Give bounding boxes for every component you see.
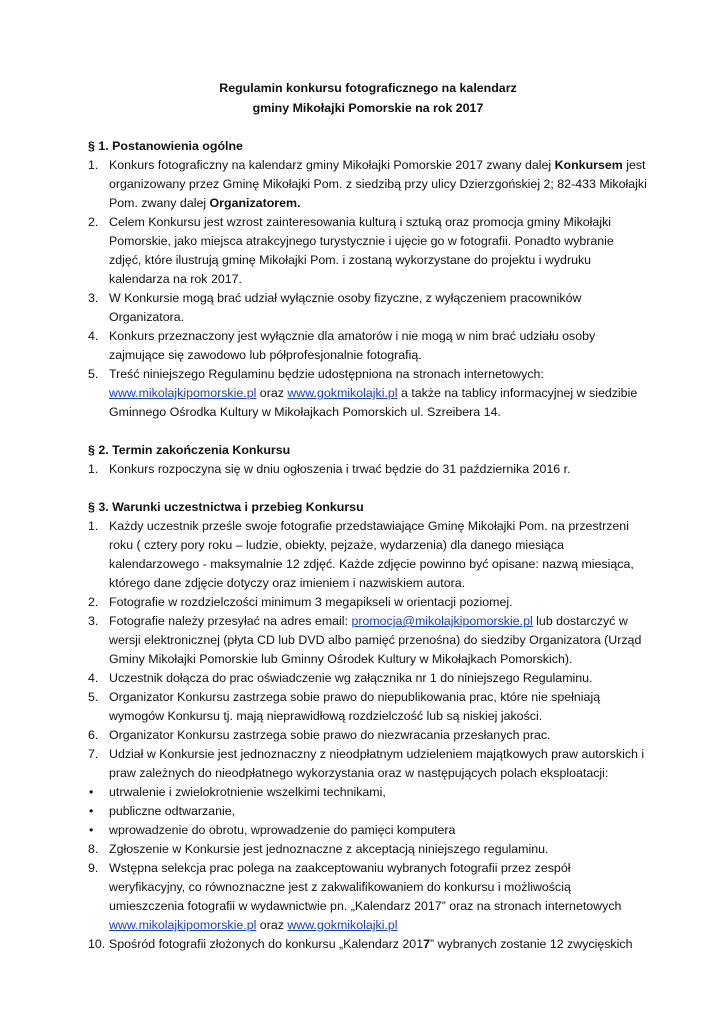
section-list [88,517,648,954]
section-1 [88,137,648,422]
list-item [88,289,648,327]
item-text: Konkurs fotograficzny na kalendarz gminy Mikołajki Pomorskie 2017 zwany dalej [109,158,555,172]
document-title [88,79,648,118]
item-text: Konkurs rozpoczyna się w dniu ogłoszenia i trwać będzie do 31 października 2016 r. [109,462,571,476]
title-line-1: Regulamin konkursu fotograficznego na kalendarz [219,81,517,95]
item-text: lub dostarczyć w wersji elektronicznej (płyta CD lub DVD albo pamięć przenośna) do siedziby Organizatora (Urząd Gminy Mikołajki Pomorskie lub Gminny Ośrodek Kultury w Mikołajkach Pomorskich). [109,614,642,666]
item-number: 1. [88,462,99,476]
item-number: 2. [88,595,99,609]
list-item [88,593,648,612]
bold-text: Konkursem [554,158,623,172]
item-text: a także na tablicy informacyjnej w siedzibie Gminnego Ośrodka Kultury w Mikołajkach Pomorskich ul. Szreibera 14. [109,386,638,419]
title-line-2: gminy Mikołajki Pomorskie na rok 2017 [252,100,484,115]
bullet-marker: • [89,823,94,837]
item-text: Organizator Konkursu zastrzega sobie prawo do niezwracania przesłanych prac. [109,728,551,742]
item-text: W Konkursie mogą brać udział wyłącznie osoby fizyczne, z wyłączeniem pracowników Organizatora. [109,291,582,324]
item-text: Uczestnik dołącza do prac oświadczenie wg załącznika nr 1 do niniejszego Regulaminu. [109,671,593,685]
bullet-item [88,802,648,821]
item-text: ” wybranych zostanie 12 zwycięskich [430,937,633,951]
list-item [88,460,648,479]
item-number: 8. [88,842,99,856]
website-link[interactable]: www.gokmikolajki.pl [287,386,398,400]
section-heading: § 2. Termin zakończenia Konkursu [88,443,291,457]
item-text: Konkurs przeznaczony jest wyłącznie dla amatorów i nie mogą w nim brać udziału osoby zajmujące się zawodowo lub półprofesjonalnie fotografią. [109,329,596,362]
item-number: 1. [88,519,99,533]
list-item [88,859,648,935]
list-item [88,517,648,593]
item-text: Organizator Konkursu zastrzega sobie prawo do niepublikowania prac, które nie spełniają wymogów Konkursu tj. mają nieprawidłową rozdzielczość lub są niskiej jakości. [109,690,601,723]
item-number: 2. [88,215,99,229]
section-3 [88,498,648,954]
list-item [88,327,648,365]
item-text: Treść niniejszego Regulaminu będzie udostępniona na stronach internetowych: [109,367,544,381]
bullet-item [88,783,648,802]
item-text: wprowadzenie do obrotu, wprowadzenie do pamięci komputera [109,823,456,837]
document-body [88,79,648,973]
item-number: 10. [88,937,106,951]
item-number: 4. [88,329,99,343]
bullet-marker: • [89,804,94,818]
item-text: Udział w Konkursie jest jednoznaczny z nieodpłatnym udzieleniem majątkowych praw autorskich i praw zależnych do nieodpłatnego wykorzystania oraz w następujących polach eksploatacji: [109,747,645,780]
list-item [88,745,648,783]
bullet-marker: • [89,785,94,799]
item-text: Każdy uczestnik prześle swoje fotografie przedstawiające Gminę Mikołajki Pom. na przestrzeni roku ( cztery pory roku – ludzie, obiekty, pejzaże, wydarzenia) dla danego miesiąca kalendarzowego - maksymalnie 12 zdjęć. Każde zdjęcie powinno być opisane: nazwą miesiąca, którego dane zdjęcie dotyczy oraz imieniem i nazwiskiem autora. [109,519,634,590]
item-number: 1. [88,158,99,172]
item-text: oraz [256,918,288,932]
list-item [88,688,648,726]
item-text: Fotografie w rozdzielczości minimum 3 megapikseli w orientacji poziomej. [109,595,513,609]
item-number: 6. [88,728,99,742]
section-heading: § 1. Postanowienia ogólne [88,139,243,153]
list-item [88,669,648,688]
bullet-item [88,821,648,840]
item-text: Zgłoszenie w Konkursie jest jednoznaczne z akceptacją niniejszego regulaminu. [109,842,549,856]
email-link[interactable]: promocja@mikolajkipomorskie.pl [351,614,533,628]
website-link[interactable]: www.mikolajkipomorskie.pl [109,918,257,932]
item-text: Celem Konkursu jest wzrost zainteresowania kulturą i sztuką oraz promocja gminy Mikołajki Pomorskie, jako miejsca atrakcyjnego turystycznie i ujęcie go w fotografii. Ponadto wybranie zdjęć, które ilustrują gminę Mikołajki Pom. i zostaną wykorzystane do projektu i wydruku kalendarza na rok 2017. [109,215,614,286]
bold-text: 7 [423,937,430,951]
item-number: 5. [88,690,99,704]
item-number: 4. [88,671,99,685]
website-link[interactable]: www.mikolajkipomorskie.pl [109,386,257,400]
item-text: oraz [256,386,288,400]
list-item [88,156,648,213]
sections-container [88,137,648,954]
item-text: Spośród fotografii złożonych do konkursu „Kalendarz 201 [109,937,424,951]
list-item [88,726,648,745]
item-text: Fotografie należy przesyłać na adres email: [109,614,352,628]
list-item [88,935,648,954]
list-item [88,612,648,669]
section-2 [88,441,648,479]
item-number: 9. [88,861,99,875]
item-text: publiczne odtwarzanie, [109,804,236,818]
item-text: utrwalenie i zwielokrotnienie wszelkimi technikami, [109,785,386,799]
list-item [88,365,648,422]
section-list [88,156,648,422]
item-text: Wstępna selekcja prac polega na zaakceptowaniu wybranych fotografii przez zespół weryfikacyjny, co równoznaczne jest z zakwalifikowaniem do konkursu i możliwością umieszczenia fotografii w wydawnictwie pn. „Kalendarz 2017” oraz na stronach internetowych [109,861,622,913]
section-heading: § 3. Warunki uczestnictwa i przebieg Konkursu [88,500,364,514]
list-item [88,213,648,289]
item-number: 3. [88,291,99,305]
item-text: jest organizowany przez Gminę Mikołajki Pom. z siedzibą przy ulicy Dzierzgońskiej 2; 82-433 Mikołajki Pom. zwany dalej [109,158,647,210]
section-list [88,460,648,479]
item-number: 7. [88,747,99,761]
list-item [88,840,648,859]
item-number: 5. [88,367,99,381]
bold-text: Organizatorem. [209,196,301,210]
item-number: 3. [88,614,99,628]
website-link[interactable]: www.gokmikolajki.pl [287,918,398,932]
